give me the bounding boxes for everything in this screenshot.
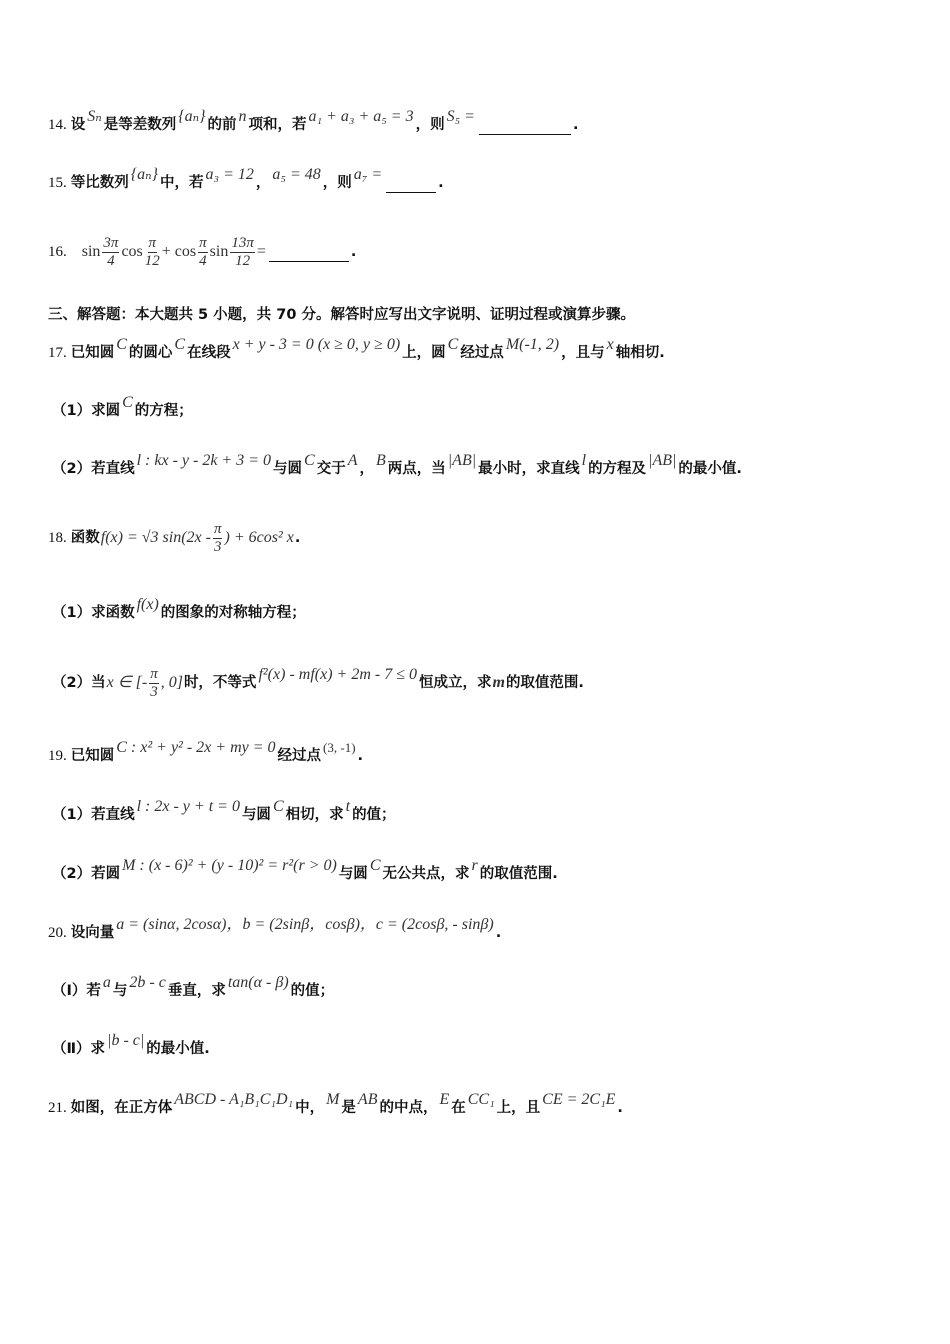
math-expr: |AB| — [648, 452, 677, 469]
text: 设 — [70, 117, 86, 133]
math-expr: l — [581, 452, 587, 469]
text: 的前 — [207, 117, 237, 133]
question-number: 20. — [48, 925, 67, 941]
text: 上，且 — [496, 1100, 541, 1116]
text: 的最小值. — [678, 461, 742, 477]
math-func: sin — [209, 243, 229, 260]
text: 设向量 — [70, 925, 115, 941]
math-expr: l : 2x - y + t = 0 — [136, 798, 240, 815]
question-18-part-2 — [52, 663, 584, 703]
text: 轴相切. — [615, 345, 665, 361]
math-expr: x — [606, 336, 614, 353]
question-18 — [48, 518, 300, 558]
math-expr: M(-1, 2) — [505, 336, 560, 353]
fraction — [145, 235, 160, 270]
math-expr: (3, -1) — [323, 740, 356, 755]
text: 经过点 — [460, 345, 504, 361]
text: . — [495, 925, 502, 941]
math-expr: CC₁ — [467, 1091, 495, 1108]
math-expr: tan(α - β) — [227, 974, 289, 991]
math-expr: C — [272, 798, 284, 815]
math-expr: {aₙ} — [130, 166, 159, 183]
text: 在线段 — [187, 345, 231, 361]
text: 的图象的对称轴方程； — [160, 605, 306, 621]
text: 两点，当 — [387, 461, 446, 477]
text: 时，不等式 — [183, 675, 257, 691]
numerator: π — [150, 665, 158, 682]
math-expr: 2b - c — [129, 974, 166, 991]
numerator: 3π — [103, 234, 119, 251]
math-expr: AB — [357, 1091, 378, 1108]
section-heading: 三、解答题：本大题共 5 小题，共 70 分。解答时应写出文字说明、证明过程或演算步骤。 — [48, 307, 635, 323]
part-label: （1）若直线 — [52, 807, 135, 823]
text: 与 — [112, 983, 128, 999]
question-number: 21. — [48, 1100, 67, 1116]
fraction — [149, 666, 159, 701]
question-16 — [48, 232, 356, 272]
math-expr: l : kx - y - 2k + 3 = 0 — [136, 452, 272, 469]
math-expr: m — [492, 674, 505, 691]
denominator: 12 — [144, 252, 160, 269]
question-20-part-2 — [52, 1032, 210, 1059]
answer-blank[interactable] — [269, 247, 349, 262]
numerator: 13π — [231, 234, 254, 251]
text: 恒成立，求 — [418, 675, 492, 691]
math-func: = — [256, 243, 266, 260]
math-expr: E — [439, 1091, 450, 1108]
math-func: + cos — [161, 243, 197, 260]
denominator: 3 — [213, 538, 222, 555]
math-expr: CE = 2C₁E — [542, 1091, 616, 1108]
question-number: 18. — [48, 530, 67, 546]
denominator: 4 — [199, 252, 207, 269]
math-expr: C — [116, 336, 127, 353]
math-func: sin — [81, 243, 101, 260]
math-expr: a₅ = 48 — [272, 166, 321, 183]
text: 最小时，求直线 — [478, 461, 580, 477]
numerator: π — [213, 520, 222, 537]
math-expr: C — [174, 336, 186, 353]
question-17-part-2 — [52, 452, 742, 479]
math-expr: r — [471, 857, 478, 874]
text: 在 — [451, 1100, 466, 1116]
text: 的取值范围. — [479, 866, 558, 882]
part-label: （Ⅱ）求 — [52, 1041, 106, 1057]
math-expr: , 0] — [160, 674, 183, 691]
fraction — [213, 521, 223, 556]
part-label: （1）求函数 — [52, 605, 135, 621]
text: 经过点 — [277, 748, 322, 764]
text: . — [294, 530, 301, 546]
numerator: π — [199, 234, 207, 251]
question-number: 14. — [48, 117, 67, 133]
math-expr: t — [345, 798, 351, 815]
text: 是 — [341, 1100, 356, 1116]
text: ， — [255, 175, 271, 191]
math-expr: C : x² + y² - 2x + my = 0 — [116, 739, 276, 756]
text: 是等差数列 — [103, 117, 177, 133]
text: ，则 — [415, 117, 445, 133]
question-20-part-1 — [52, 974, 335, 1001]
question-20 — [48, 916, 502, 943]
math-expr: a₃ = 12 — [205, 166, 254, 183]
math-expr: |AB| — [447, 452, 477, 469]
text: . — [350, 244, 357, 260]
fraction — [230, 235, 255, 270]
text: . — [438, 175, 444, 191]
text: 的值； — [352, 807, 396, 823]
text: 等比数列 — [70, 175, 129, 191]
text: 交于 — [316, 461, 346, 477]
math-expr: {aₙ} — [178, 108, 206, 125]
math-expr: x + y - 3 = 0 — [232, 336, 314, 353]
question-number: 19. — [48, 748, 67, 764]
question-21 — [48, 1091, 623, 1118]
question-number: 15. — [48, 175, 67, 191]
math-expr: f(x) = √3 sin(2x - — [100, 529, 211, 546]
math-expr: M : (x - 6)² + (y - 10)² = r²(r > 0) — [122, 857, 337, 874]
part-label: （Ⅰ）若 — [52, 983, 101, 999]
text: 中， — [295, 1100, 325, 1116]
text: . — [357, 748, 364, 764]
math-expr: C — [369, 857, 381, 874]
text: 上，圆 — [402, 345, 446, 361]
numerator: π — [148, 234, 157, 251]
text: 如图，在正方体 — [70, 1100, 173, 1116]
math-expr: a = (sinα, 2cosα)，b = (2sinβ，cosβ)，c = (2cosβ, - sinβ) — [116, 916, 494, 933]
part-label: （2）若直线 — [52, 461, 135, 477]
math-expr: Sₙ — [87, 108, 102, 125]
text: 的圆心 — [128, 345, 173, 361]
math-func: cos — [121, 243, 143, 260]
question-19-part-1 — [52, 798, 396, 825]
question-15 — [48, 166, 444, 193]
text: ，则 — [322, 175, 352, 191]
math-expr: n — [238, 108, 247, 125]
text: 已知圆 — [70, 748, 115, 764]
text: 项和，若 — [248, 117, 307, 133]
fraction — [102, 235, 119, 270]
text: 与圆 — [241, 807, 271, 823]
text: 无公共点，求 — [382, 866, 470, 882]
text: 的取值范围. — [505, 675, 584, 691]
math-expr: M — [326, 1091, 340, 1108]
math-expr: ) + 6cos² x — [224, 529, 294, 546]
math-expr: x ∈ [- — [106, 674, 148, 691]
text: 的方程及 — [588, 461, 647, 477]
text: ，且与 — [561, 345, 605, 361]
math-expr: a₇ = — [353, 166, 383, 183]
text: 与圆 — [273, 461, 303, 477]
math-expr: B — [375, 452, 386, 469]
question-19 — [48, 739, 364, 766]
text: 的方程； — [134, 403, 193, 419]
part-label: （2）当 — [52, 675, 106, 691]
math-expr: S₅ = — [446, 108, 475, 125]
text: . — [572, 117, 579, 133]
text: 函数 — [70, 530, 100, 546]
text: 与圆 — [338, 866, 368, 882]
question-14 — [48, 108, 579, 135]
question-number: 16. — [48, 244, 67, 260]
part-label: （2）若圆 — [52, 866, 121, 882]
math-expr: C — [304, 452, 315, 469]
question-18-part-1 — [52, 596, 306, 623]
text: 中，若 — [160, 175, 204, 191]
answer-blank[interactable] — [479, 120, 571, 135]
question-number: 17. — [48, 345, 67, 361]
text: 的中点， — [379, 1100, 438, 1116]
question-17-part-1 — [52, 394, 193, 421]
text: 垂直，求 — [167, 983, 226, 999]
math-expr: A — [347, 452, 358, 469]
denominator: 12 — [235, 252, 251, 269]
answer-blank[interactable] — [386, 178, 436, 193]
text: ， — [359, 461, 374, 477]
part-label: （1）求圆 — [52, 403, 121, 419]
question-19-part-2 — [52, 857, 558, 884]
denominator: 3 — [150, 683, 158, 700]
math-expr: C — [122, 394, 133, 411]
math-expr: f(x) — [136, 596, 159, 613]
denominator: 4 — [107, 252, 115, 269]
text: 已知圆 — [70, 345, 115, 361]
text: 相切，求 — [285, 807, 344, 823]
math-expr: a₁ + a₃ + a₅ = 3 — [308, 108, 414, 125]
fraction — [198, 235, 208, 270]
math-expr: f²(x) - mf(x) + 2m - 7 ≤ 0 — [258, 666, 417, 683]
math-expr: a — [102, 974, 111, 991]
math-expr: C — [447, 336, 459, 353]
text: 的值； — [290, 983, 335, 999]
math-expr: ABCD - A₁B₁C₁D₁ — [174, 1091, 294, 1108]
text: 的最小值. — [146, 1041, 210, 1057]
text: . — [617, 1100, 623, 1116]
math-expr: |b - c| — [107, 1032, 145, 1049]
question-17 — [48, 336, 665, 363]
math-expr: (x ≥ 0, y ≥ 0) — [317, 336, 401, 353]
